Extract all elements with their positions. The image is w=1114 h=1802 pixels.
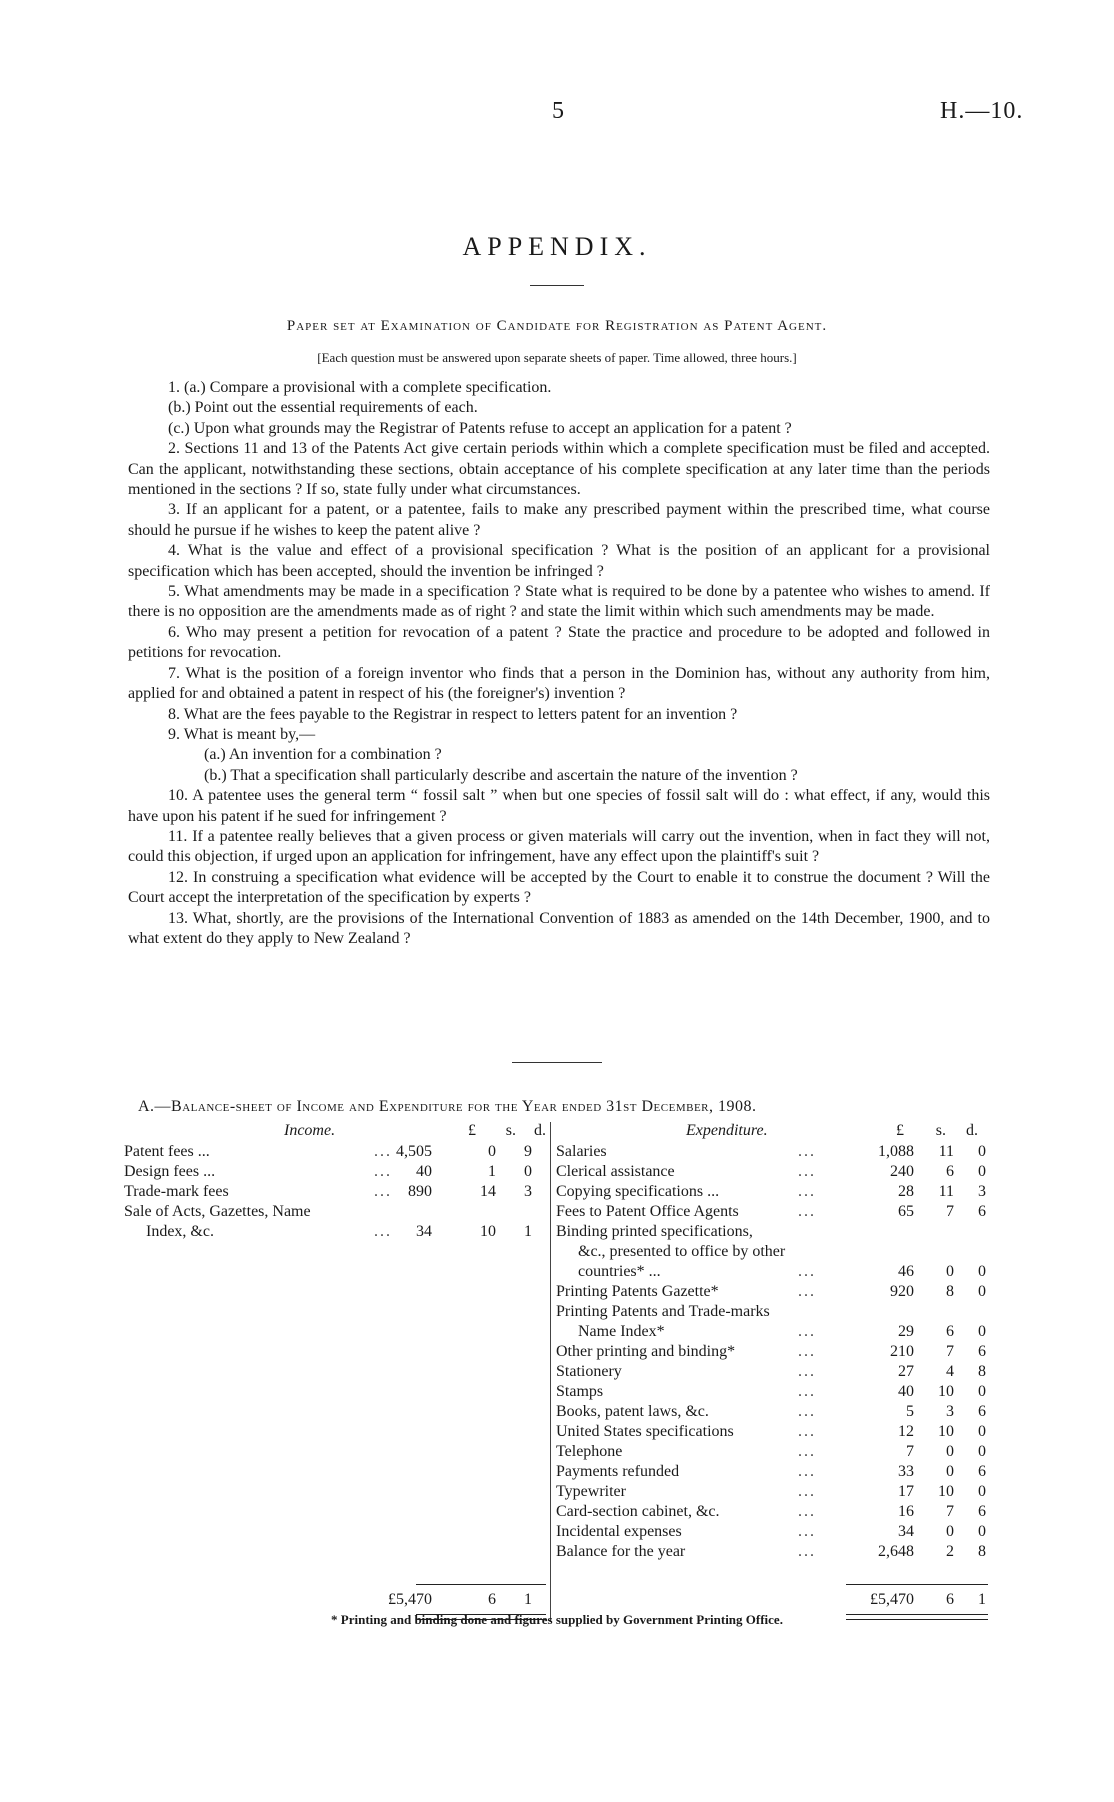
cell-pounds: 17 [898,1483,914,1500]
leader-dots: ... [798,1543,816,1560]
cell-pounds: 40 [416,1163,432,1180]
row-label: Card-section cabinet, &c. [556,1503,720,1520]
question-10: 10. A patentee uses the general term “ fossil salt ” when but one species of fossil salt will do : what effect, if any, would this have upon his patent if he sued for infringement ? [128,787,990,825]
cell-d: 0 [978,1283,986,1300]
table-row [556,1462,994,1482]
question-9a: (a.) An invention for a combination ? [204,746,442,764]
row-label: Stamps [556,1383,604,1400]
cell-s: 0 [488,1143,496,1160]
shillings-unit: s. [935,1122,946,1139]
row-label: Stationery [556,1363,622,1380]
leader-dots: ... [798,1323,816,1340]
cell-pounds: 7 [906,1443,914,1460]
row-label: Other printing and binding* [556,1343,736,1360]
table-row [556,1342,994,1362]
income-total-pounds: £5,470 [388,1591,432,1608]
table-row [556,1142,994,1162]
pounds-unit: £ [468,1122,476,1139]
table-row [556,1322,994,1342]
title-rule [530,285,584,286]
row-label: Telephone [556,1443,623,1460]
table-row [556,1282,994,1302]
table-row [556,1382,994,1402]
cell-d: 1 [524,1223,532,1240]
expenditure-rows [556,1142,994,1562]
cell-pounds: 4,505 [396,1143,432,1160]
pence-unit: d. [534,1122,546,1139]
cell-pounds: 46 [898,1263,914,1280]
row-label: Index, &c. [146,1223,214,1240]
cell-d: 8 [978,1543,986,1560]
questions-section [128,378,990,949]
cell-s: 10 [938,1423,954,1440]
row-label: Sale of Acts, Gazettes, Name [124,1203,311,1220]
expenditure-total-pounds: £5,470 [870,1591,914,1608]
cell-pounds: 29 [898,1323,914,1340]
question-12: 12. In construing a specification what evidence will be accepted by the Court to enable it to construe the document ? Will the Court accept the interpretation of the specification by experts ? [128,868,990,907]
cell-s: 3 [946,1403,954,1420]
row-label: Books, patent laws, &c. [556,1403,709,1420]
leader-dots: ... [798,1163,816,1180]
cell-pounds: 65 [898,1203,914,1220]
table-row [124,1142,552,1162]
cell-s: 2 [946,1543,954,1560]
cell-d: 6 [978,1403,986,1420]
row-label: &c., presented to office by other [578,1243,786,1260]
expenditure-column [556,1122,994,1608]
cell-pounds: 33 [898,1463,914,1480]
question-8: 8. What are the fees payable to the Registrar in respect to letters patent for an invention ? [168,705,738,723]
cell-d: 0 [978,1143,986,1160]
cell-d: 0 [978,1483,986,1500]
cell-pounds: 27 [898,1363,914,1380]
cell-d: 0 [978,1423,986,1440]
leader-dots: ... [798,1463,816,1480]
question-6: 6. Who may present a petition for revocation of a patent ? State the practice and procedure to be adopted and followed in petitions for revocation. [128,623,990,662]
income-header: Income. [284,1122,336,1139]
cell-s: 10 [938,1483,954,1500]
cell-d: 6 [978,1463,986,1480]
table-row [556,1402,994,1422]
question-5: 5. What amendments may be made in a specification ? State what is required to be done by a patentee who wishes to amend. If there is no opposition are the amendments made as of right ? and state the limit within which such amendments may be made. [128,583,990,621]
cell-s: 0 [946,1463,954,1480]
row-label: Balance for the year [556,1543,686,1560]
table-row [124,1222,552,1242]
cell-pounds: 34 [898,1523,914,1540]
cell-s: 1 [488,1163,496,1180]
table-row [556,1422,994,1442]
exam-instructions: [Each question must be answered upon separate sheets of paper. Time allowed, three hours.] [317,350,797,365]
row-label: Design fees ... [124,1163,216,1180]
income-total-shillings: 6 [488,1591,496,1608]
cell-d: 0 [978,1163,986,1180]
question-3: 3. If an applicant for a patent, or a patentee, fails to make any prescribed payment within the prescribed time, what course should he pursue if he wishes to keep the patent alive ? [128,501,990,539]
footnote: * Printing and binding done and figures supplied by Government Printing Office. [331,1612,783,1627]
leader-dots: ... [374,1183,392,1200]
table-row [556,1302,994,1322]
document-code: H.—10. [940,98,1024,124]
pence-unit: d. [966,1122,978,1139]
cell-pounds: 920 [890,1283,914,1300]
paper-subtitle: Paper set at Examination of Candidate for Registration as Patent Agent. [286,318,828,334]
question-1b: (b.) Point out the essential requirements of each. [168,399,478,417]
cell-s: 7 [946,1203,954,1220]
cell-d: 0 [978,1263,986,1280]
leader-dots: ... [798,1183,816,1200]
cell-pounds: 12 [898,1423,914,1440]
cell-pounds: 16 [898,1503,914,1520]
row-label: Binding printed specifications, [556,1223,753,1240]
leader-dots: ... [798,1343,816,1360]
income-total [124,1590,552,1610]
question-7: 7. What is the position of a foreign inventor who finds that a person in the Dominion has, without any authority from him, applied for and obtained a patent in respect of his (the foreigner's) invention ? [128,664,990,703]
leader-dots: ... [798,1523,816,1540]
cell-d: 3 [524,1183,532,1200]
cell-s: 14 [480,1183,496,1200]
cell-pounds: 240 [890,1163,914,1180]
leader-dots: ... [798,1483,816,1500]
cell-s: 4 [946,1363,954,1380]
section-rule [512,1062,602,1063]
cell-pounds: 210 [890,1343,914,1360]
cell-s: 8 [946,1283,954,1300]
table-row [556,1502,994,1522]
cell-pounds: 1,088 [878,1143,914,1160]
cell-d: 6 [978,1203,986,1220]
cell-pounds: 890 [408,1183,432,1200]
pounds-unit: £ [896,1122,904,1139]
income-rows [124,1142,552,1242]
cell-pounds: 5 [906,1403,914,1420]
income-column [124,1122,552,1608]
expenditure-header: Expenditure. [686,1122,768,1139]
row-label: Incidental expenses [556,1523,682,1540]
shillings-unit: s. [505,1122,516,1139]
table-row [124,1202,552,1222]
table-row [556,1482,994,1502]
income-total-pence: 1 [524,1591,532,1608]
leader-dots: ... [374,1223,392,1240]
expenditure-total-pence: 1 [978,1591,986,1608]
cell-d: 0 [978,1523,986,1540]
cell-d: 0 [978,1383,986,1400]
table-row [556,1222,994,1242]
question-9: 9. What is meant by,— [168,725,316,743]
row-label: Fees to Patent Office Agents [556,1203,739,1220]
row-label: Patent fees ... [124,1143,210,1160]
cell-d: 0 [978,1323,986,1340]
expenditure-total-rule-top [846,1584,988,1585]
question-13: 13. What, shortly, are the provisions of the International Convention of 1883 as amended on the 14th December, 1900, and to what extent do they apply to New Zealand ? [128,909,990,947]
cell-s: 6 [946,1163,954,1180]
expenditure-total [556,1590,994,1610]
page-title: APPENDIX. [462,232,652,261]
cell-s: 6 [946,1323,954,1340]
cell-pounds: 40 [898,1383,914,1400]
table-row [556,1182,994,1202]
leader-dots: ... [798,1283,816,1300]
cell-d: 6 [978,1503,986,1520]
leader-dots: ... [798,1363,816,1380]
table-row [556,1442,994,1462]
question-9b: (b.) That a specification shall particularly describe and ascertain the nature of the invention ? [204,766,798,784]
expenditure-total-shillings: 6 [946,1591,954,1608]
leader-dots: ... [798,1263,816,1280]
cell-s: 0 [946,1443,954,1460]
cell-s: 0 [946,1263,954,1280]
question-11: 11. If a patentee really believes that a given process or given materials will carry out the invention, when in fact they will not, could this objection, if urged upon an application for infringement, have any effect upon the plaintiff's suit ? [128,827,990,866]
table-row [556,1242,994,1262]
leader-dots: ... [798,1203,816,1220]
row-label: Payments refunded [556,1463,680,1480]
balance-sheet-heading: A.—Balance-sheet of Income and Expenditure for the Year ended 31st December, 1908. [138,1098,757,1115]
leader-dots: ... [798,1403,816,1420]
cell-s: 7 [946,1343,954,1360]
cell-d: 0 [524,1163,532,1180]
cell-d: 0 [978,1443,986,1460]
cell-pounds: 34 [416,1223,432,1240]
cell-s: 10 [480,1223,496,1240]
income-total-rule-top [416,1584,546,1585]
leader-dots: ... [374,1163,392,1180]
row-label: Trade-mark fees [124,1183,229,1200]
table-row [556,1542,994,1562]
cell-s: 10 [938,1383,954,1400]
row-label: Printing Patents Gazette* [556,1283,719,1300]
row-label: United States specifications [556,1423,734,1440]
cell-d: 3 [978,1183,986,1200]
leader-dots: ... [374,1143,392,1160]
row-label: Name Index* [578,1323,665,1340]
cell-pounds: 2,648 [878,1543,914,1560]
cell-d: 9 [524,1143,532,1160]
cell-s: 11 [938,1143,954,1160]
table-row [124,1182,552,1202]
question-2: 2. Sections 11 and 13 of the Patents Act give certain periods within which a complete specification must be filed and accepted. Can the applicant, notwithstanding these sections, obtain acceptance of his complete specification at any later time than the periods mentioned in the sections ? If so, state fully under what circumstances. [128,440,990,499]
cell-d: 6 [978,1343,986,1360]
question-4: 4. What is the value and effect of a provisional specification ? What is the position of an applicant for a provisional specification which has been accepted, should the invention be infringed ? [128,542,990,580]
leader-dots: ... [798,1423,816,1440]
balance-sheet [124,1122,994,1628]
row-label: Clerical assistance [556,1163,675,1180]
row-label: countries* ... [578,1263,661,1280]
table-row [556,1202,994,1222]
table-row [124,1162,552,1182]
table-row [556,1162,994,1182]
question-1a: 1. (a.) Compare a provisional with a complete specification. [168,379,552,396]
leader-dots: ... [798,1143,816,1160]
leader-dots: ... [798,1503,816,1520]
table-row [556,1262,994,1282]
row-label: Copying specifications ... [556,1183,720,1200]
table-row [556,1522,994,1542]
table-row [556,1362,994,1382]
cell-d: 8 [978,1363,986,1380]
leader-dots: ... [798,1383,816,1400]
cell-pounds: 28 [898,1183,914,1200]
row-label: Typewriter [556,1483,626,1500]
question-1c: (c.) Upon what grounds may the Registrar of Patents refuse to accept an application for a patent ? [168,419,792,437]
cell-s: 7 [946,1503,954,1520]
row-label: Printing Patents and Trade-marks [556,1303,770,1320]
leader-dots: ... [798,1443,816,1460]
cell-s: 11 [938,1183,954,1200]
cell-s: 0 [946,1523,954,1540]
row-label: Salaries [556,1143,607,1160]
page-number: 5 [552,98,564,124]
